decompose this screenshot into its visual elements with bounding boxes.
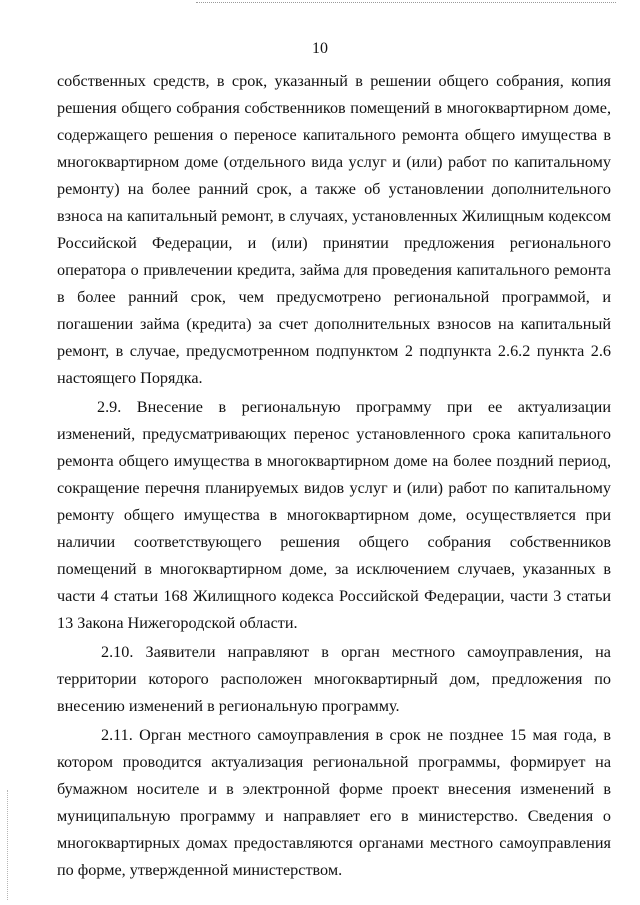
page-number: 10: [312, 40, 328, 57]
paragraph-2-9: 2.9. Внесение в региональную программу при ее актуализации изменений, предусматривающих перенос установленного срока капитального ремонта общего имущества в многоквартирном доме на более поздний период, сокращение перечня планируемых видов услуг и (или) работ по капитальному ремонту общего имущества в многоквартирном доме, осуществляется при наличии соответствующего решения общего собрания собственников помещений в многоквартирном доме, за исключением случаев, указанных в части 4 статьи 168 Жилищного кодекса Российской Федерации, части 3 статьи 13 Закона Нижегородской области.: [57, 398, 611, 632]
document-body: [57, 68, 611, 884]
top-scan-rule: [196, 2, 616, 3]
paragraph-2-10: 2.10. Заявители направляют в орган местного самоуправления, на территории которого расположен многоквартирный дом, предложения по внесению изменений в региональную программу.: [57, 643, 611, 715]
margin-scan-marks: [7, 790, 8, 900]
paragraph-continuation: собственных средств, в срок, указанный в решении общего собрания, копия решения общего собрания собственников помещений в многоквартирном доме, содержащего решения о переносе капитального ремонта общего имущества в многоквартирном доме (отдельного вида услуг и (или) работ по капитальному ремонту) на более ранний срок, а также об установлении дополнительного взноса на капитальный ремонт, в случаях, установленных Жилищным кодексом Российской Федерации, и (или) принятии предложения регионального оператора о привлечении кредита, займа для проведения капитального ремонта в более ранний срок, чем предусмотрено региональной программой, и погашении займа (кредита) за счет дополнительных взносов на капитальный ремонт, в случае, предусмотренном подпунктом 2 подпункта 2.6.2 пункта 2.6 настоящего Порядка.: [57, 72, 611, 387]
paragraph-2-11: 2.11. Орган местного самоуправления в срок не позднее 15 мая года, в котором проводится актуализация региональной программы, формирует на бумажном носителе и в электронной форме проект внесения изменений в муниципальную программу и направляет его в министерство. Сведения о многоквартирных домах предоставляются органами местного самоуправления по форме, утвержденной министерством.: [57, 726, 611, 879]
